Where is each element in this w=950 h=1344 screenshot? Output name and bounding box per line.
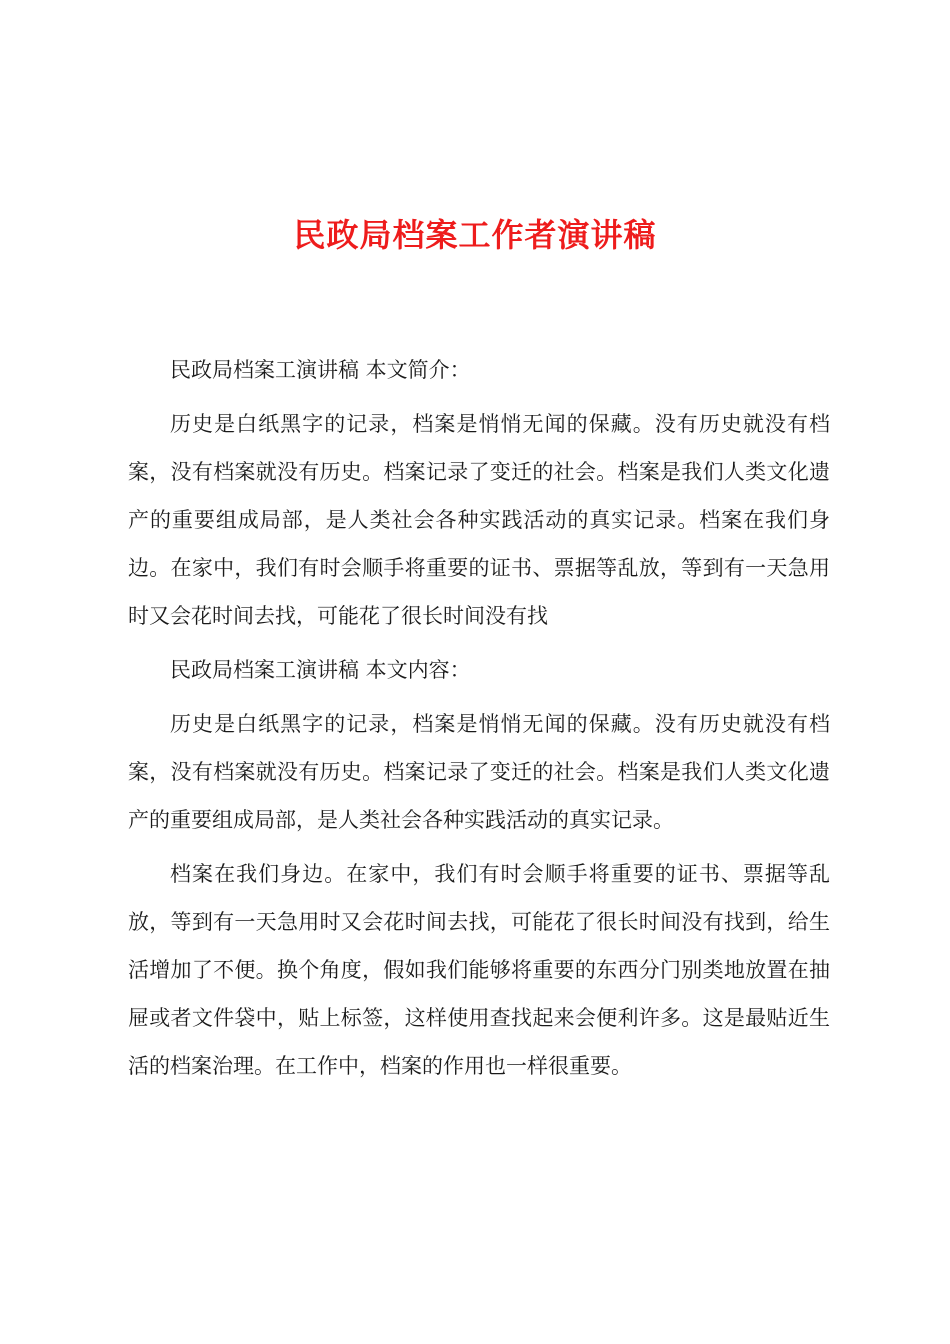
paragraph-content-1: 历史是白纸黑字的记录，档案是悄悄无闻的保藏。没有历史就没有档案，没有档案就没有历史。档案记录了变迁的社会。档案是我们人类文化遗产的重要组成局部，是人类社会各种实践活动的真实记录。	[128, 712, 830, 832]
document-body	[128, 346, 830, 1096]
paragraph-content-heading: 民政局档案工演讲稿 本文内容：	[170, 658, 471, 682]
paragraph-content-2: 档案在我们身边。在家中，我们有时会顺手将重要的证书、票据等乱放，等到有一天急用时又会花时间去找，可能花了很长时间没有找到，给生活增加了不便。换个角度，假如我们能够将重要的东西分门别类地放置在抽屉或者文件袋中，贴上标签，这样使用查找起来会便利许多。这是最贴近生活的档案治理。在工作中，档案的作用也一样很重要。	[128, 862, 830, 1078]
document-title: 民政局档案工作者演讲稿	[293, 216, 657, 254]
paragraph-summary-heading: 民政局档案工演讲稿 本文简介：	[170, 358, 471, 382]
paragraph-summary: 历史是白纸黑字的记录，档案是悄悄无闻的保藏。没有历史就没有档案，没有档案就没有历史。档案记录了变迁的社会。档案是我们人类文化遗产的重要组成局部，是人类社会各种实践活动的真实记录。档案在我们身边。在家中，我们有时会顺手将重要的证书、票据等乱放，等到有一天急用时又会花时间去找，可能花了很长时间没有找	[128, 412, 830, 628]
